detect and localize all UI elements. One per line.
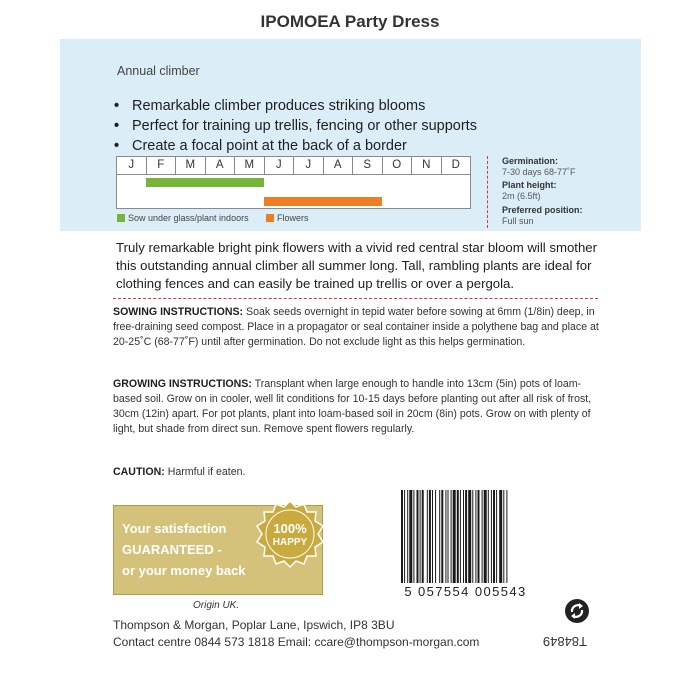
barcode-bar: [493, 490, 495, 583]
origin: Origin UK.: [193, 600, 240, 611]
barcode: [399, 490, 545, 583]
barcode-number: 5 057554 005543: [404, 584, 527, 599]
product-title: IPOMOEA Party Dress: [260, 12, 440, 31]
calendar-month: S: [353, 157, 383, 174]
barcode-bar: [468, 490, 471, 583]
calendar-month: N: [412, 157, 442, 174]
flower-period-bar: [264, 197, 382, 206]
barcode-bar: [432, 490, 433, 583]
position-label: Preferred position:: [502, 205, 583, 215]
calendar-month: O: [383, 157, 413, 174]
barcode-bar: [506, 490, 507, 583]
barcode-bar: [496, 490, 497, 583]
barcode-bar: [482, 490, 483, 583]
calendar-month: D: [451, 159, 460, 171]
divider: [487, 156, 488, 228]
barcode-bar: [404, 490, 405, 583]
barcode-bar: [413, 490, 414, 583]
barcode-bar: [499, 490, 502, 583]
barcode-bar: [463, 490, 464, 583]
sowing-calendar: [116, 156, 471, 209]
guarantee-badge: Your satisfaction GUARANTEED - or your money back: [113, 505, 323, 595]
calendar-month: M: [235, 157, 265, 174]
calendar-month: J: [117, 157, 147, 174]
flower-swatch: [266, 214, 274, 222]
position-value: Full sun: [502, 216, 534, 226]
calendar-month: A: [206, 157, 236, 174]
germination-value: 7-30 days 68-77˚F: [502, 167, 576, 177]
calendar-months: [117, 157, 470, 175]
product-description: Truly remarkable bright pink flowers with a vivid red central star bloom will smother this outstanding annual climber all summer long. Tall, rambling plants are ideal for clothing fences and can easily be trained up trellis or over a pergola.: [116, 240, 598, 291]
product-code: T84849: [542, 634, 587, 649]
barcode-bar: [488, 490, 489, 583]
barcode-bar: [457, 490, 459, 583]
section-divider: [113, 298, 598, 299]
feature-item: • Perfect for training up trellis, fencing or other supports: [114, 118, 477, 134]
calendar-month: M: [176, 157, 206, 174]
caution: CAUTION: Harmful if eaten.: [113, 466, 246, 478]
barcode-bar: [460, 490, 461, 583]
growing-instructions: GROWING INSTRUCTIONS: Transplant when large enough to handle into 13cm (5in) pots of loam-based soil. Grow on in cooler, well lit conditions for 10-15 days before planting out after all risk of frost, 30cm (12in) apart. For pot plants, plant into loam-based soil in 20cm (8in) pots. Grow on with plenty of light, but shade from direct sun. Remove spent flowers regularly.: [113, 378, 592, 435]
barcode-bar: [503, 490, 504, 583]
bullet-icon: •: [114, 118, 120, 134]
barcode-bar: [422, 490, 424, 583]
barcode-bar: [478, 490, 480, 583]
sow-period-bar: [146, 178, 264, 187]
barcode-bar: [445, 490, 446, 583]
barcode-bar: [427, 490, 428, 583]
barcode-bar: [465, 490, 467, 583]
barcode-bar: [451, 490, 452, 583]
bullet-icon: •: [114, 98, 120, 114]
sowing-instructions: SOWING INSTRUCTIONS: Soak seeds overnight in tepid water before sowing at 6mm (1/8in) deep, in free-draining seed compost. Place in a propagator or seal container inside a polythene bag and place at 20-25˚C (68-77˚F) until after germination. Do not exclude light as this helps germination.: [113, 306, 599, 348]
barcode-bar: [484, 490, 487, 583]
legend-flowers: Flowers: [266, 213, 309, 223]
barcode-bar: [409, 490, 412, 583]
barcode-bar: [491, 490, 492, 583]
barcode-bar: [417, 490, 419, 583]
barcode-bar: [420, 490, 421, 583]
bullet-icon: •: [114, 138, 120, 154]
feature-list: [113, 96, 477, 156]
height-label: Plant height:: [502, 180, 557, 190]
sow-swatch: [117, 214, 125, 222]
legend-sow: Sow under glass/plant indoors: [117, 213, 249, 223]
germination-label: Germination:: [502, 156, 559, 166]
barcode-bar: [472, 490, 473, 583]
barcode-bar: [401, 490, 403, 583]
recycle-icon: [564, 598, 590, 624]
plant-type: Annual climber: [117, 64, 200, 78]
feature-item: • Remarkable climber produces striking blooms: [114, 98, 426, 114]
happy-seal-icon: [255, 499, 325, 569]
company-address: Thompson & Morgan, Poplar Lane, Ipswich, IP8 3BU Contact centre 0844 573 1818 Email: ccare@thompson-morgan.com: [113, 618, 480, 649]
barcode-bar: [429, 490, 431, 583]
barcode-bar: [441, 490, 443, 583]
svg-text:100%: 100%: [273, 521, 307, 536]
calendar-month: A: [324, 157, 354, 174]
barcode-bar: [407, 490, 408, 583]
barcode-bar: [448, 490, 449, 583]
barcode-bar: [439, 490, 440, 583]
calendar-month: J: [294, 157, 324, 174]
barcode-bar: [435, 490, 436, 583]
calendar-month: F: [147, 157, 177, 174]
feature-item: • Create a focal point at the back of a border: [114, 138, 407, 154]
calendar-month: J: [265, 157, 295, 174]
barcode-bar: [453, 490, 456, 583]
barcode-bar: [475, 490, 476, 583]
height-value: 2m (6.5ft): [502, 191, 541, 201]
svg-text:HAPPY: HAPPY: [272, 537, 308, 548]
